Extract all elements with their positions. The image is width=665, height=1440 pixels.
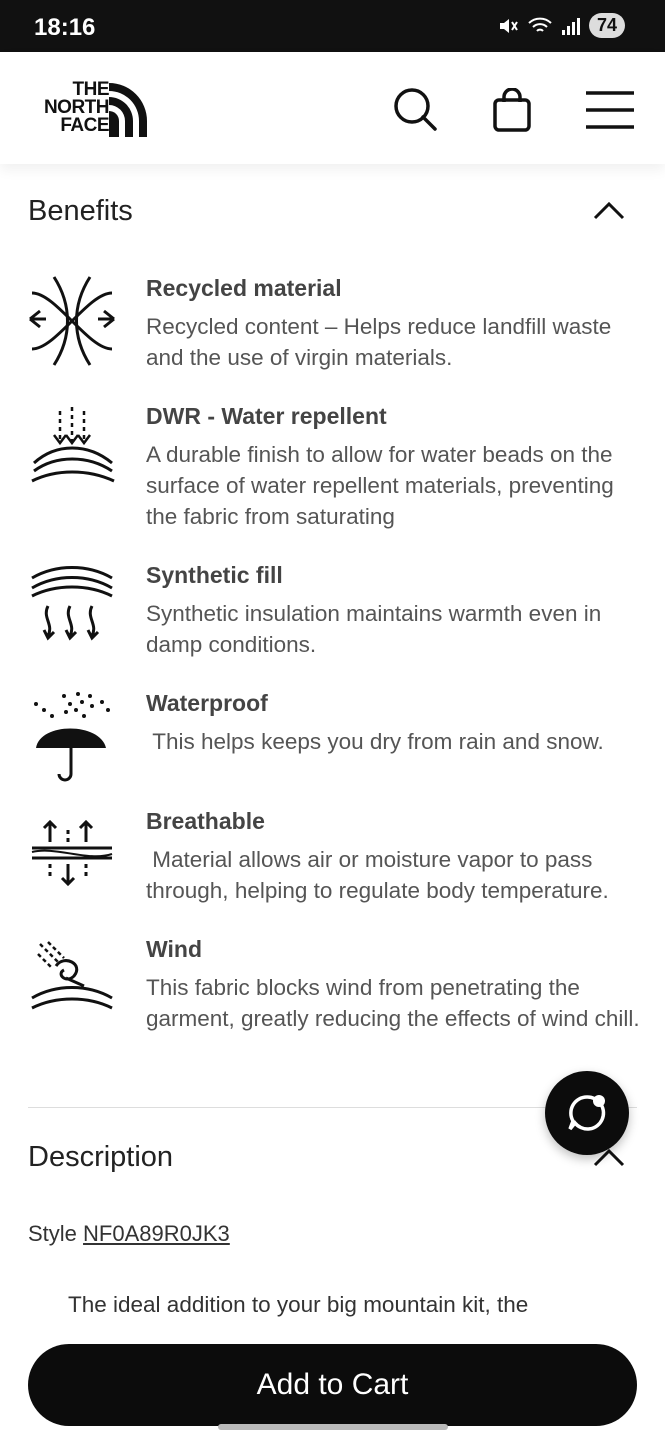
wifi-icon — [527, 15, 553, 37]
benefit-desc: This helps keeps you dry from rain and snow. — [146, 729, 604, 754]
benefit-desc: This fabric blocks wind from penetrating the garment, greatly reducing the effects of wind chill. — [146, 975, 640, 1031]
benefit-title: Waterproof — [146, 690, 268, 716]
description-title[interactable]: Description — [28, 1141, 174, 1173]
benefit-title: Wind — [146, 936, 202, 962]
chat-button[interactable] — [545, 1071, 629, 1155]
logo-mark — [109, 83, 149, 137]
style-label: Style — [28, 1221, 77, 1246]
benefit-title: DWR - Water repellent — [146, 403, 387, 429]
add-to-cart-button[interactable]: Add to Cart — [28, 1344, 637, 1426]
status-time: 18:16 — [34, 14, 96, 41]
umbrella-icon — [26, 690, 118, 782]
menu-icon[interactable] — [584, 90, 636, 130]
recycle-icon — [26, 275, 118, 367]
benefit-desc: Synthetic insulation maintains warmth even in damp conditions. — [146, 601, 608, 657]
logo-text: THE NORTH FACE — [43, 79, 109, 136]
description-text: The ideal addition to your big mountain kit, the — [68, 1292, 529, 1317]
home-indicator — [218, 1424, 448, 1430]
breathable-icon — [26, 808, 118, 900]
mute-icon — [497, 15, 519, 37]
style-code-link[interactable]: NF0A89R0JK3 — [83, 1221, 230, 1246]
search-icon[interactable] — [392, 86, 438, 132]
synthetic-fill-icon — [26, 562, 118, 654]
style-line — [28, 1221, 230, 1247]
brand-logo[interactable] — [27, 81, 149, 139]
benefit-title: Recycled material — [146, 275, 342, 301]
benefits-title[interactable]: Benefits — [28, 195, 133, 227]
benefit-title: Breathable — [146, 808, 265, 834]
shopping-bag-icon[interactable] — [490, 88, 534, 132]
benefit-desc: Material allows air or moisture vapor to pass through, helping to regulate body temperature. — [146, 847, 609, 903]
battery-badge: 74 — [589, 13, 625, 38]
water-repellent-icon — [26, 403, 118, 495]
site-header — [0, 52, 665, 164]
status-icons — [497, 13, 625, 38]
benefit-desc: A durable finish to allow for water beads on the surface of water repellent materials, preventing the fabric from saturating — [146, 442, 620, 529]
benefit-title: Synthetic fill — [146, 562, 283, 588]
chevron-up-icon[interactable] — [592, 198, 626, 222]
signal-icon — [561, 16, 581, 36]
status-bar — [0, 0, 665, 52]
wind-icon — [26, 936, 118, 1028]
benefit-desc: Recycled content – Helps reduce landfill waste and the use of virgin materials. — [146, 314, 618, 370]
chat-icon — [565, 1091, 609, 1135]
